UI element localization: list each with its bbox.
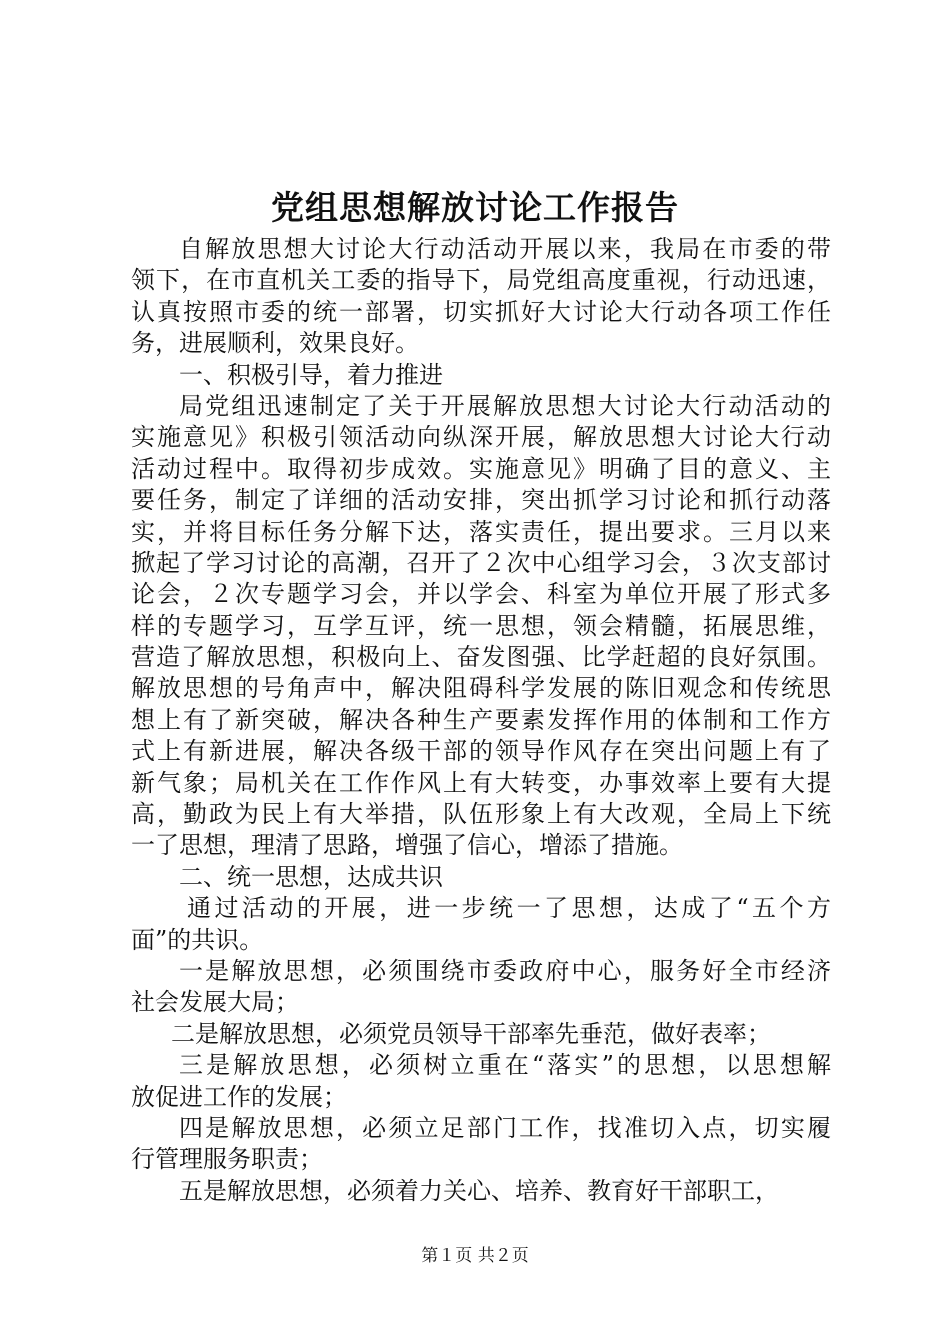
- list-item: 一是解放思想，必须围绕市委政府中心，服务好全市经济: [179, 956, 831, 985]
- paragraph-line: 实，并将目标任务分解下达，落实责任，提出要求。三月以来: [131, 517, 831, 546]
- paragraph-line: 实施意见》积极引领活动向纵深开展，解放思想大讨论大行动: [131, 423, 831, 452]
- section-heading: 一、积极引导，着力推进: [179, 360, 443, 389]
- list-item: 五是解放思想，必须着力关心、培养、教育好干部职工，: [179, 1176, 779, 1205]
- paragraph-line: 想上有了新突破，解决各种生产要素发挥作用的体制和工作方: [131, 705, 831, 734]
- paragraph-line: 掀起了学习讨论的高潮，召开了２次中心组学习会，３次支部讨: [131, 548, 831, 577]
- paragraph-line: 通过活动的开展，进一步统一了思想，达成了“五个方: [187, 894, 831, 923]
- document-title: 党组思想解放讨论工作报告: [271, 188, 679, 227]
- list-item: 四是解放思想，必须立足部门工作，找准切入点，切实履: [179, 1113, 831, 1142]
- paragraph-line: 一了思想，理清了思路，增强了信心，增添了措施。: [131, 831, 683, 860]
- paragraph-line: 高，勤政为民上有大举措，队伍形象上有大改观，全局上下统: [131, 800, 831, 829]
- paragraph-line: 论会，２次专题学习会，并以学会、科室为单位开展了形式多: [131, 580, 831, 609]
- paragraph-line: 要任务，制定了详细的活动安排，突出抓学习讨论和抓行动落: [131, 486, 831, 515]
- paragraph-line: 面”的共识。: [131, 925, 264, 954]
- list-item-continuation: 社会发展大局；: [131, 988, 299, 1017]
- paragraph-line: 局党组迅速制定了关于开展解放思想大讨论大行动活动的: [179, 391, 831, 420]
- paragraph-line: 样的专题学习，互学互评，统一思想，领会精髓，拓展思维，: [131, 611, 831, 640]
- paragraph-line: 务，进展顺利，效果良好。: [131, 329, 419, 358]
- paragraph-line: 活动过程中。取得初步成效。实施意见》明确了目的意义、主: [131, 454, 831, 483]
- paragraph-line: 解放思想的号角声中，解决阻碍科学发展的陈旧观念和传统思: [131, 674, 831, 703]
- paragraph-line: 自解放思想大讨论大行动活动开展以来，我局在市委的带: [179, 235, 831, 263]
- paragraph-line: 领下，在市直机关工委的指导下，局党组高度重视，行动迅速，: [131, 266, 831, 295]
- paragraph-line: 新气象；局机关在工作作风上有大转变，办事效率上要有大提: [131, 768, 831, 797]
- paragraph-line: 认真按照市委的统一部署，切实抓好大讨论大行动各项工作任: [131, 297, 831, 326]
- document-body: [131, 234, 831, 1207]
- paragraph-line: 式上有新进展，解决各级干部的领导作风存在突出问题上有了: [131, 737, 831, 766]
- paragraph-line: 营造了解放思想，积极向上、奋发图强、比学赶超的良好氛围。: [131, 643, 831, 672]
- list-item: 二是解放思想，必须党员领导干部率先垂范，做好表率；: [171, 1019, 771, 1048]
- page-number: 第１页 共２页: [421, 1246, 529, 1266]
- section-heading: 二、统一思想，达成共识: [179, 862, 443, 891]
- list-item-continuation: 放促进工作的发展；: [131, 1082, 347, 1111]
- list-item: 三是解放思想，必须树立重在“落实”的思想，以思想解: [179, 1051, 831, 1080]
- list-item-continuation: 行管理服务职责；: [131, 1145, 323, 1174]
